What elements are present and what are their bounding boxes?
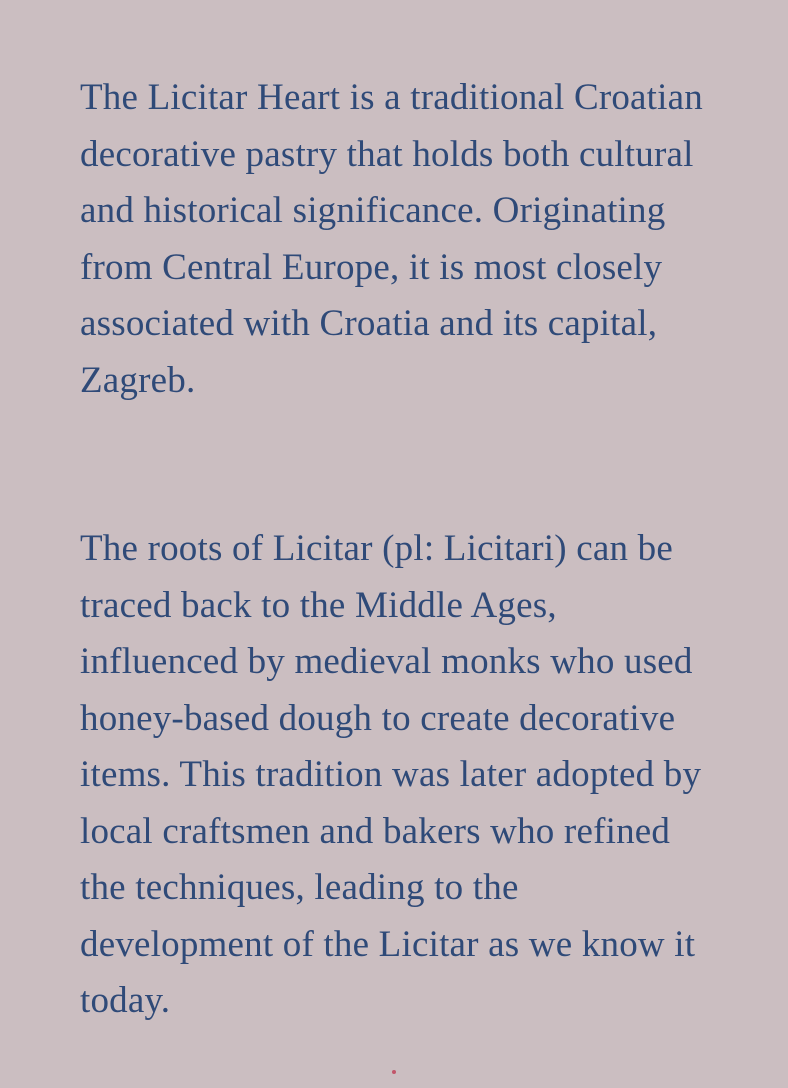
paragraph-history: The roots of Licitar (pl: Licitari) can be traced back to the Middle Ages, influenced by medieval monks who used honey-based dough to create decorative items. This tradition was later adopted by local craftsmen and bakers who refined the techniques, leading to the development of the Licitar as we know it today.	[80, 528, 702, 1021]
article-body	[80, 70, 720, 1030]
paragraph-intro: The Licitar Heart is a traditional Croatian decorative pastry that holds both cultural and historical significance. Originating from Central Europe, it is most closely associated with Croatia and its capital, Zagreb.	[80, 77, 703, 401]
page-indicator-dot	[392, 1070, 396, 1074]
